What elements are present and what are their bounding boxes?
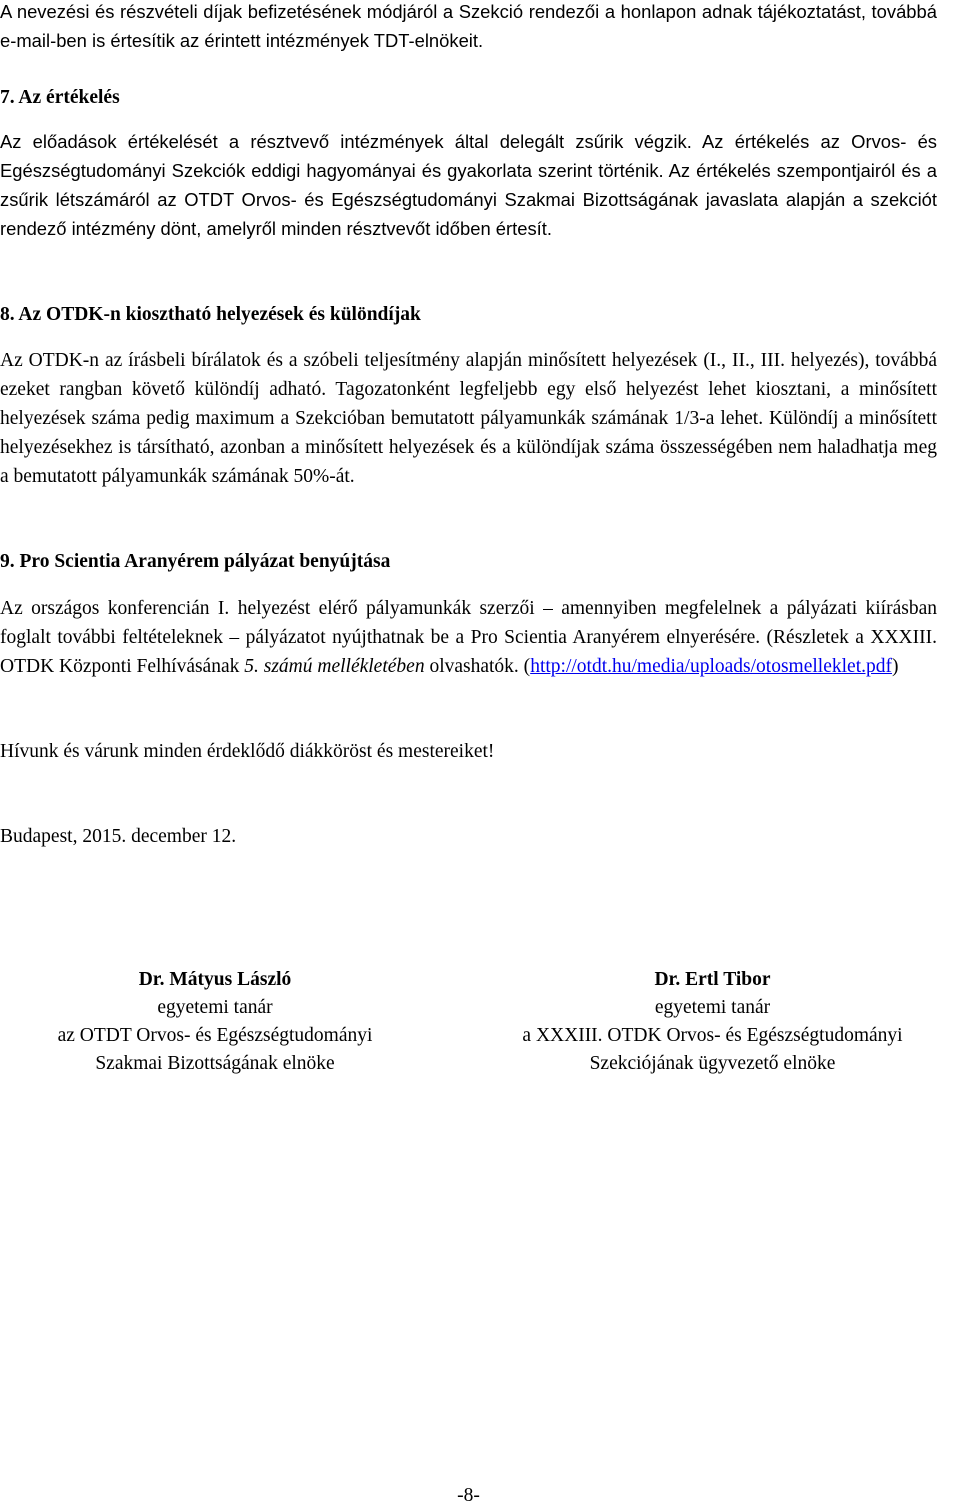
signature-left — [0, 966, 430, 1078]
section-9-heading: 9. Pro Scientia Aranyérem pályázat benyújtása — [0, 551, 391, 572]
section-9-text-after: ) — [891, 656, 899, 677]
page-number: -8- — [457, 1485, 480, 1506]
invitation-text: Hívunk és várunk minden érdeklődő diákköröst és mestereiket! — [0, 741, 495, 762]
signature-role-line: az OTDT Orvos- és Egészségtudományi — [57, 1025, 373, 1046]
section-8-heading: 8. Az OTDK-n kiosztható helyezések és különdíjak — [0, 304, 421, 325]
signature-title: egyetemi tanár — [654, 997, 771, 1018]
attachment-link[interactable]: http://otdt.hu/media/uploads/otosmelleklet.pdf — [530, 656, 892, 677]
section-7-heading: 7. Az értékelés — [0, 87, 120, 108]
signature-title: egyetemi tanár — [157, 997, 273, 1018]
signature-right — [465, 966, 960, 1078]
section-9-paragraph — [0, 594, 937, 681]
signature-role-line: Szakmai Bizottságának elnöke — [95, 1053, 335, 1074]
place-date: Budapest, 2015. december 12. — [0, 826, 237, 847]
signature-name: Dr. Mátyus László — [138, 969, 292, 990]
signature-role-line: Szekciójának ügyvezető elnöke — [589, 1053, 836, 1074]
signature-name: Dr. Ertl Tibor — [654, 969, 771, 990]
section-9-text-middle: olvashatók. ( — [424, 656, 531, 677]
section-9-text-before: Az országos konferencián I. helyezést elérő pályamunkák szerzői – amennyiben megfelelnek a pályázati kiírásban foglalt további feltételeknek – pályázatot nyújthatnak be a Pro Scientia Aranyérem elnyerésére. (Részletek a XXXIII. OTDK Központi Felhívásának — [0, 598, 937, 677]
section-9-italic-text: 5. számú mellékletében — [244, 656, 425, 677]
signature-role-line: a XXXIII. OTDK Orvos- és Egészségtudományi — [522, 1025, 903, 1046]
section-7-paragraph: Az előadások értékelését a résztvevő intézmények által delegált zsűrik végzik. Az értékelés az Orvos- és Egészségtudományi Szekciók eddigi hagyományai és gyakorlata szerint történik. Az értékelés szempontjairól és a zsűrik létszámáról az OTDT Orvos- és Egészségtudományi Szakmai Bizottságának javaslata alapján a szekciót rendező intézmény dönt, amelyről minden résztvevőt időben értesít. — [0, 131, 937, 239]
intro-paragraph: A nevezési és részvételi díjak befizetésének módjáról a Szekció rendezői a honlapon adnak tájékoztatást, továbbá e-mail-ben is értesítik az érintett intézmények TDT-elnökeit. — [0, 1, 937, 51]
section-8-paragraph: Az OTDK-n az írásbeli bírálatok és a szóbeli teljesítmény alapján minősített helyezések (I., II., III. helyezés), továbbá ezeket rangban követő különdíj adható. Tagozatonként legfeljebb egy első helyezést lehet kiosztani, a minősített helyezések száma pedig maximum a Szekcióban bemutatott pályamunkák számának 1/3-a lehet. Különdíj a minősített helyezésekhez is társítható, azonban a minősített helyezések és a különdíjak száma összességében nem haladhatja meg a bemutatott pályamunkák számának 50%-át. — [0, 350, 937, 487]
